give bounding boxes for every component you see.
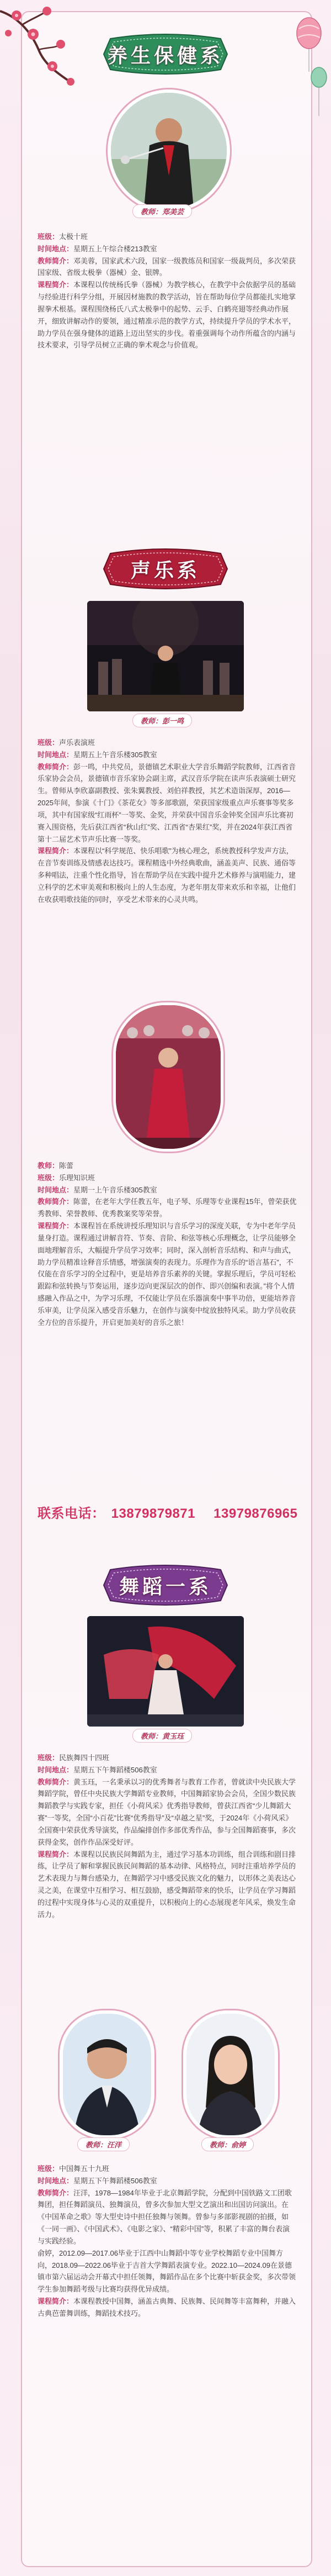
section-title: 声乐系 — [130, 558, 200, 582]
section-title: 养生保健系 — [107, 44, 223, 67]
teacher-photo — [87, 601, 244, 711]
teacher-caption: 教师：俞婷 — [201, 2137, 254, 2151]
info-line: 班级：乐理知识班 — [38, 1173, 95, 1182]
info-line: 时间地点：星期五下午舞蹈楼506教室 — [38, 1765, 157, 1774]
section-banner-vocal — [99, 547, 232, 591]
section2-info-a — [38, 737, 297, 906]
info-line: 时间地点：星期五上午综合楼213教室 — [38, 244, 157, 253]
phone-number[interactable]: 13879879871 — [111, 1506, 195, 1521]
info-line: 教师：陈蕾 — [38, 1162, 74, 1170]
info-line: 课程简介：本课程以民族民间舞蹈为主，通过学习基本功训练，组合训练和剧目排练，让学员了解和掌握民族民间舞蹈的基本动律、风格特点，同时注重培养学员的艺术表现力与舞台感染力，在舞蹈学习中感受民族文化的魅力，以形体之美表达心灵之美，在课堂中互相学习、相互鼓励，感受舞蹈带来的快乐，让学员在学习舞蹈的过程中实现身体与心灵的双重提升，以积极向上的心态展现老年风采，焕发生命活力。 — [38, 1850, 296, 1919]
info-line: 教师简介：汪洋，1978—1984年毕业于北京舞蹈学院，分配到中国铁路文工团歌舞团，担任舞蹈演员、独舞演员，曾多次参加大型文艺演出和出国访问演出。在《中国革命之歌》等大型史诗中担任独舞与领舞。曾参与多部影视剧的拍摄，如《一同一画》、《中国武术》、《电影之家》、“精彩中国”等，积累了丰富的舞台表演与实践经验。 — [38, 2188, 292, 2245]
section3-info-a — [38, 1752, 297, 1921]
teacher-caption: 教师：郑美芸 — [132, 204, 192, 218]
teacher-caption: 教师：汪洋 — [77, 2137, 130, 2151]
contact-label: 联系电话： — [38, 1506, 105, 1521]
section2-info-b — [38, 1160, 297, 1329]
teacher-photo — [183, 2010, 278, 2139]
contact-phones — [38, 1502, 312, 1522]
section-banner-health — [99, 32, 232, 76]
info-line: 教师简介：彭一鸣，中共党员，景德镇艺术职业大学音乐舞蹈学院教师，江西省音乐家协会会员，景德镇市音乐家协会副主席，武汉音乐学院在读声乐表演硕士研究生。曾师从李欣嘉副教授、张朱翼教授、刘伯祥教授，其艺术造诣深厚，2016—2025年间，参演《十门》《茶花女》等多部歌剧，荣获国家级重点声乐赛事等奖多项，其中有国家级“红雨杯”一等奖、金奖，并荣获中国音乐金钟奖全国声乐比赛初赛入围资格，先后获江西省“秋山红”奖、江西省“杏果红”奖，并在2024年获江西省第十二届艺术节声乐比赛一等奖。 — [38, 762, 296, 843]
section-banner-dance — [99, 1563, 232, 1607]
info-line: 课程简介：本课程旨在系统讲授乐理知识与音乐学习的深度关联，专为中老年学员量身打造。课程通过讲解音符、节奏、音阶、和弦等核心乐理概念，让学员能够全面地理解音乐，大幅提升学员学习效率；同时，深入剖析音乐结构、和声与曲式，助力学员精准诠释音乐情感，增强演奏的表现力。乐理作为音乐的“语言基石”，不仅能在音乐学习的全过程中，更是培养音乐素养的关键。掌握乐理后，学员可轻松跟踪和弦转换与节奏运用，逐步迈向更深层次的创作、即兴创编和表演。”将个人情感融入作品之中，为学习乐理，不仅能让学员在乐器演奏中事半功倍，更能培养音乐审美，让学员深入感受音乐魅力，在创作与演奏中绽放独特风采。助力学员收获全方位的音乐提升，开启更加美好的音乐之旅！ — [38, 1222, 296, 1327]
teacher-photo — [87, 1616, 244, 1727]
info-line: 教师简介：陈蕾，在老年大学任教五年，电子琴、乐理等专业课程15年，曾荣获优秀教师、荣誉教师、优秀教案奖等荣誉。 — [38, 1197, 297, 1218]
section-title: 舞蹈一系 — [119, 1575, 212, 1598]
info-line: 俞婷，2012.09—2017.06毕业于江西中山舞蹈中等专业学校舞蹈专业中国舞方向，2018.09—2022.06毕业于吉首大学舞蹈表演专业。2022.10—2024.09在景德镇市第六届运动会开幕式中担任领舞，舞蹈作品在多个比赛中斩获金奖，多次带领学生参加舞蹈考级与比赛均获得优异成绩。 — [38, 2248, 296, 2294]
info-line: 班级：太极十班 — [38, 233, 88, 241]
teacher-caption: 教师：彭一鸣 — [132, 714, 192, 727]
info-line: 教师简介：邓美蓉，国家武术六段，国家一级教练员和国家一级裁判员，多次荣获国家级、省级太极拳（器械）金、银牌。 — [38, 256, 296, 277]
plum-blossom-decoration — [0, 0, 83, 94]
info-line: 课程简介：本课程以传统杨氏拳（器械）为教学核心，在教学中会依据学员的基础与经验进行科学分组，开展因材施教的教学活动，旨在帮助每位学员都能扎实地掌握拳术根基。课程围绕杨氏八式太极拳中的起势、云手、白鹤亮翅等经典动作展开，细致讲解动作的要领，通过精准示范的教学方式，持续提升学员的学术水平，助力学员在强身健体的道路上迈出坚实的步伐。着重强调每个动作所蕴含的内涵与技术要求，引导学员树立正确的拳术观念与价值观。 — [38, 281, 296, 350]
info-line: 课程简介：本课程教授中国舞，涵盖古典舞、民族舞、民间舞等丰富舞种，并融入古典芭蕾舞训练，舞蹈技术技巧。 — [38, 2297, 296, 2318]
section3-info-b — [38, 2163, 297, 2320]
info-line: 时间地点：星期五上午音乐楼305教室 — [38, 750, 157, 759]
info-line: 班级：民族舞四十四班 — [38, 1754, 110, 1762]
info-line: 时间地点：星期五下午舞蹈楼506教室 — [38, 2176, 157, 2185]
info-line: 班级：声乐表演班 — [38, 738, 95, 747]
teacher-photo — [60, 2010, 154, 2139]
teacher-photo — [108, 89, 230, 212]
balloon-decoration — [287, 11, 331, 122]
info-line: 班级：中国舞五十九班 — [38, 2165, 110, 2173]
section1-info — [38, 231, 297, 351]
teacher-photo — [113, 1002, 223, 1152]
info-line: 课程简介：本课程以“科学规范、快乐唱歌”为核心理念，系统教授科学发声方法，在音节奏训练及情感表达技巧。课程精选中外经典歌曲，涵盖美声、民族、通俗等多种唱法，注重个性化指导，旨在帮助学员在实践中提升艺术修养与演唱能力，建立科学的艺术审美观和积极向上的人生态度，为老年朋友带来欢乐和幸福，让他们在收获唱歌技能的同时，享受艺术带来的心灵共鸣。 — [38, 847, 296, 904]
info-line: 教师简介：黄玉珏，一名秉承以习的优秀舞者与教育工作者，曾就读中央民族大学舞蹈学院，曾任中央民族大学舞蹈专业教师，中国舞蹈家协会会员，全国少数民族舞蹈教学与实践专家，担任《小荷风采》优秀指导教师，曾获江西省“少儿舞蹈大赛”一等奖，全国“小百花”比赛“优秀指导”及“卓越之星”奖，于2024年《小荷风采》全国赛中荣获优秀导演奖，作品编排创作多部优秀作品，参与全国舞蹈赛事，多次获得金奖，创作作品深受好评。 — [38, 1777, 296, 1846]
info-line: 时间地点：星期一上午音乐楼305教室 — [38, 1185, 157, 1194]
phone-number[interactable]: 13979876965 — [213, 1506, 298, 1521]
teacher-caption: 教师：黄玉珏 — [132, 1729, 192, 1743]
